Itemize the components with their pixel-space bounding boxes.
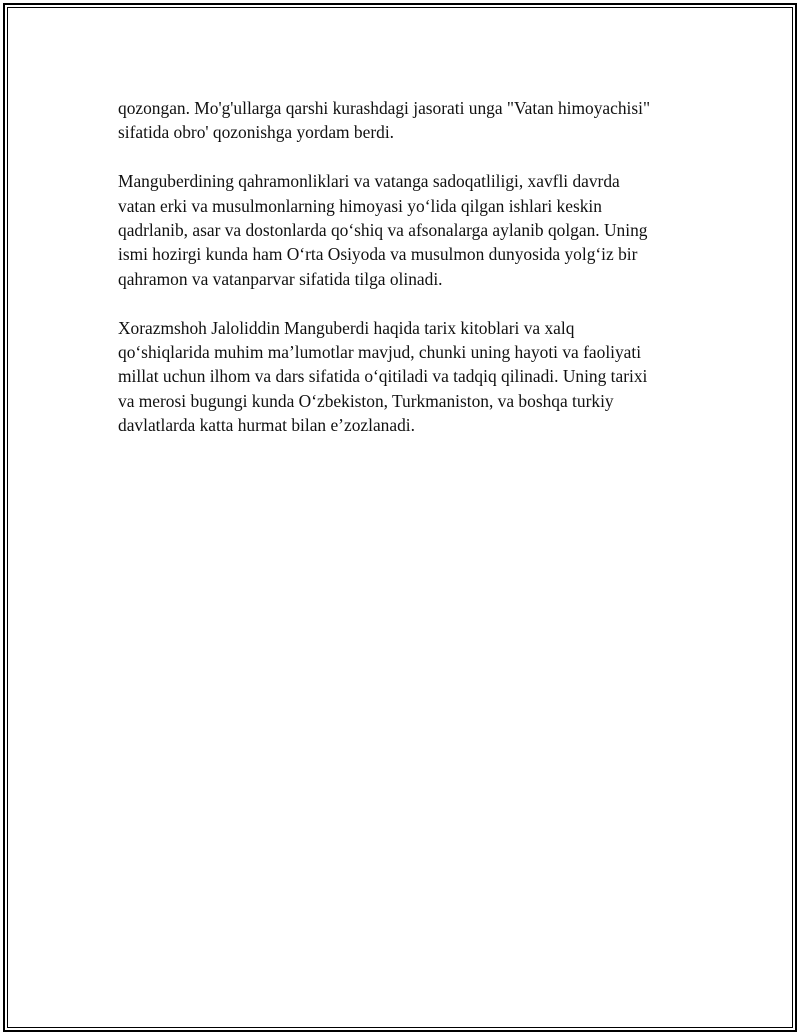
text-line: vatan erki va musulmonlarning himoyasi yo‘lida qilgan ishlari keskin [118, 195, 602, 216]
text-line: qadrlanib, asar va dostonlarda qo‘shiq va afsonalarga aylanib qolgan. Uning [118, 220, 648, 241]
text-line: qo‘shiqlarida muhim ma’lumotlar mavjud, chunki uning hayoti va faoliyati [118, 342, 642, 363]
text-line: ismi hozirgi kunda ham O‘rta Osiyoda va musulmon dunyosida yolg‘iz bir [118, 244, 638, 265]
paragraph-2 [118, 169, 698, 291]
text-line: Manguberdining qahramonliklari va vatanga sadoqatliligi, xavfli davrda [118, 171, 620, 192]
text-line: sifatida obro' qozonishga yordam berdi. [118, 122, 394, 143]
paragraph-1 [118, 96, 698, 145]
text-line: Xorazmshoh Jaloliddin Manguberdi haqida tarix kitoblari va xalq [118, 317, 575, 338]
text-line: qozongan. Mo'g'ullarga qarshi kurashdagi jasorati unga "Vatan himoyachisi" [118, 98, 651, 118]
text-line: va merosi bugungi kunda O‘zbekiston, Turkmaniston, va boshqa turkiy [118, 390, 614, 411]
text-line: davlatlarda katta hurmat bilan e’zozlanadi. [118, 415, 415, 436]
document-body [118, 96, 698, 462]
text-line: qahramon va vatanparvar sifatida tilga olinadi. [118, 268, 443, 289]
paragraph-3 [118, 316, 698, 438]
text-line: millat uchun ilhom va dars sifatida o‘qitiladi va tadqiq qilinadi. Uning tarixi [118, 366, 648, 387]
